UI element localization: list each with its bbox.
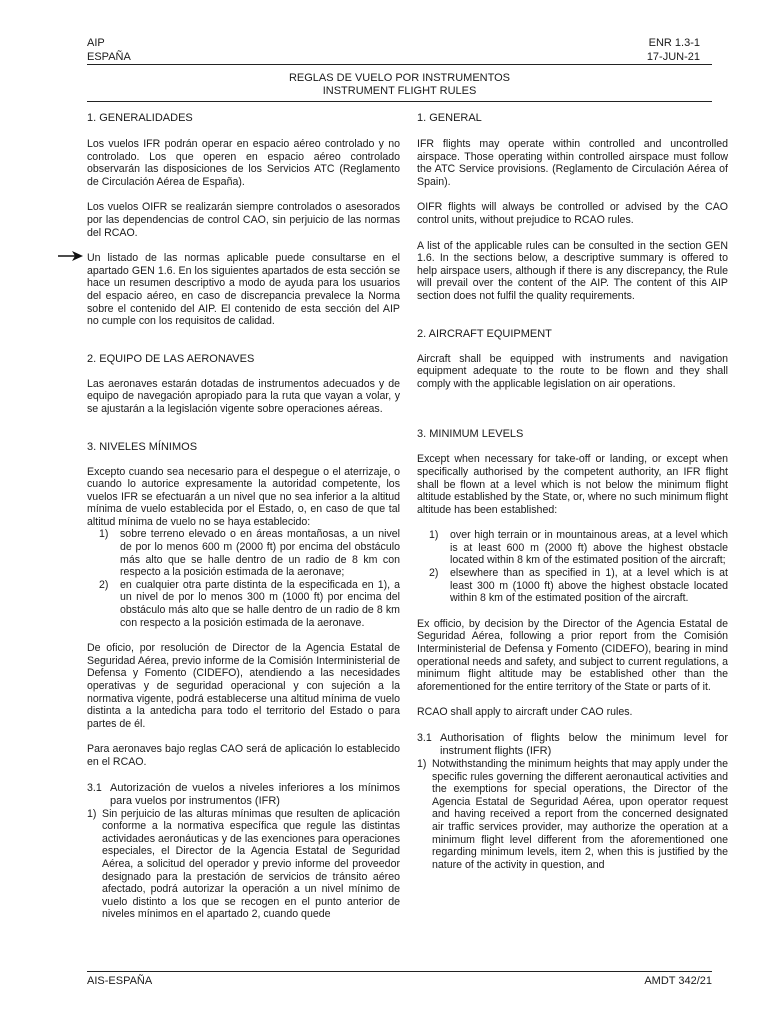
section-1-paragraph-2: Los vuelos OIFR se realizarán siempre controlados o asesorados por las dependencias de control CAO, sin perjuicio de las normas del RCAO. (87, 201, 400, 239)
list-item-number: 2) (429, 567, 439, 580)
spanish-column (87, 112, 400, 921)
subsection-3-1-heading (417, 732, 728, 758)
header-aip: AIP (87, 37, 105, 49)
list-item-text: en cualquier otra parte distinta de la especificada en 1), a un nivel de por lo menos 300 m (1000 ft) por encima del obstáculo más alto que se halle dentro de un radio de 8 km con respecto a la posición estimada de la aeronave. (120, 578, 400, 629)
section-1-paragraph-1: Los vuelos IFR podrán operar en espacio aéreo controlado y no controlado. Los que operen en espacio aéreo controlado observarán las disposiciones de los Servicios ATC (Reglamento de Circulación Aérea de España). (87, 138, 400, 188)
list-item-text: sobre terreno elevado o en áreas montañosas, a un nivel de por lo menos 600 m (2000 ft) por encima del obstáculo más alto que se halle dentro de un radio de 8 km con respecto a la posición estimada de la aeronave; (120, 528, 400, 579)
list-item-number: 1) (417, 758, 427, 770)
footer-amendment: AMDT 342/21 (644, 975, 712, 987)
list-item (99, 579, 400, 629)
section-2-paragraph-1: Aircraft shall be equipped with instruments and navigation equipment adequate to the route to be flown and they shall comply with the applicable legislation on air operations. (417, 352, 728, 390)
subsection-title: Authorisation of flights below the minimum level for instrument flights (IFR) (440, 732, 728, 757)
section-3-heading: 3. MINIMUM LEVELS (417, 428, 524, 441)
header-page-ref: ENR 1.3-1 (648, 37, 700, 49)
section-2-heading: 2. EQUIPO DE LAS AERONAVES (87, 352, 255, 365)
section-3-paragraph-3: Para aeronaves bajo reglas CAO será de aplicación lo establecido en el RCAO. (87, 743, 400, 768)
section-1-paragraph-3: Un listado de las normas aplicable puede consultarse en el apartado GEN 1.6. En los siguientes apartados de esta sección se hace un resumen descriptivo a modo de ayuda para los usuarios del espacio aéreo, en caso de discrepancia prevalece la Norma sobre el contenido del AIP. El contenido de esta sección del AIP no cumple con los requisitos de calidad. (87, 252, 400, 328)
footer-publisher: AIS-ESPAÑA (87, 975, 153, 987)
subsection-3-1-heading (87, 782, 400, 808)
header-country: ESPAÑA (87, 51, 131, 63)
section-2-heading: 2. AIRCRAFT EQUIPMENT (417, 327, 552, 340)
page-header-left (87, 36, 131, 64)
subsection-number: 3.1 (417, 732, 432, 744)
subsection-number: 3.1 (87, 781, 102, 794)
document-title (87, 72, 712, 98)
section-3-heading: 3. NIVELES MÍNIMOS (87, 440, 198, 453)
subsection-title: Autorización de vuelos a niveles inferiores a los mínimos para vuelos por instrumentos (IFR) (110, 781, 400, 807)
section-3-paragraph-1: Excepto cuando sea necesario para el despegue o el aterrizaje, o cuando lo autorice expresamente la autoridad competente, los vuelos IFR se efectuarán a un nivel que no sea inferior a la altitud mínima de vuelo establecida por el Estado, o, en caso de que tal altitud mínima de vuelo no se haya establecido: (87, 465, 400, 528)
section-2-paragraph-1: Las aeronaves estarán dotadas de instrumentos adecuados y de equipo de navegación apropiado para la ruta que vayan a volar, y se ajustarán a la legislación vigente sobre operaciones aéreas. (87, 377, 400, 415)
section-3-paragraph-2: De oficio, por resolución de Director de la Agencia Estatal de Seguridad Aérea, previo informe de la Comisión Interministerial de Defensa y Fomento (CIDEFO), atendiendo a las necesidades operativas y de seguridad operacional y con sujeción a la normativa vigente, podrá establecerse una altitud mínima de vuelo distinta a la antedicha para todo el territorio del Estado o para partes de él. (87, 642, 400, 730)
section-3-paragraph-2: Ex officio, by decision by the Director of the Agencia Estatal de Seguridad Aérea, following a prior report from the Comisión Interministerial de Defensa y Fomento (CIDEFO), bearing in mind operational needs and safety, and subject to current regulations, a minimum flight altitude may be established other than the aforementioned for the entire territory of the State or parts of it. (417, 617, 728, 693)
footer-divider (87, 971, 712, 972)
list-item (417, 758, 728, 871)
title-english: INSTRUMENT FLIGHT RULES (322, 85, 477, 97)
section-1-heading: 1. GENERALIDADES (87, 112, 193, 124)
section-3-paragraph-1: Except when necessary for take-off or landing, or except when specifically authorised by the competent authority, an IFR flight shall be flown at a level which is not below the minimum flight altitude established by the State, or, where no such minimum flight altitude has been established: (417, 453, 728, 516)
list-item (87, 808, 400, 921)
list-item-text: Notwithstanding the minimum heights that may apply under the specific rules governing the different aeronautical activities and the exemptions for special operations, the Director of the Agencia Estatal de Seguridad Aérea, upon operator request and having received a report from the concerned designated air traffic services provider, may authorize the operation at a minimum flight level different from the aforementioned one regarding minimum levels, item 2, when this is justified by the nature of the activity in question, and (432, 758, 728, 871)
title-divider (87, 101, 712, 102)
page-header-right (647, 36, 700, 64)
list-item-number: 2) (99, 578, 109, 591)
list-item-text: Sin perjuicio de las alturas mínimas que resulten de aplicación conforme a la normativa específica que regule las distintas actividades aeronáuticas y de las exenciones para operaciones especiales, el Director de la Agencia Estatal de Seguridad Aérea, a solicitud del operador y previo informe del proveedor designado para la prestación de servicios de tránsito aéreo afectado, podrá autorizar la operación a un nivel mínimo de vuelo distinto a los que se recogen en el punto anterior de niveles mínimos en el apartado 2, cuando quede (102, 807, 400, 921)
title-spanish: REGLAS DE VUELO POR INSTRUMENTOS (288, 72, 511, 84)
list-item-text: elsewhere than as specified in 1), at a level which is at least 300 m (1000 ft) above the highest obstacle located within 8 km of the estimated position of the aircraft. (450, 567, 728, 605)
section-1-paragraph-3: A list of the applicable rules can be consulted in the section GEN 1.6. In the sections below, a descriptive summary is offered to help airspace users, although if there is any discrepancy, the Rule will prevail over the content of the AIP. The content of this AIP section does not fulfil the quality requirements. (417, 239, 728, 302)
english-column (417, 112, 728, 871)
list-item-number: 1) (87, 807, 97, 820)
list-item-number: 1) (429, 529, 439, 542)
change-arrow-icon (58, 250, 84, 262)
header-date: 17-JUN-21 (646, 51, 700, 63)
list-item (99, 528, 400, 578)
list-item-number: 1) (99, 528, 109, 541)
section-1-paragraph-1: IFR flights may operate within controlled and uncontrolled airspace. Those operating within controlled airspace must follow the ATC Service provisions. (Reglamento de Circulación Aérea of Spain). (417, 138, 728, 188)
section-1-paragraph-2: OIFR flights will always be controlled or advised by the CAO control units, without prejudice to RCAO rules. (417, 201, 728, 226)
list-item (429, 529, 728, 567)
section-1-heading: 1. GENERAL (417, 112, 482, 124)
list-item-text: over high terrain or in mountainous areas, at a level which is at least 600 m (2000 ft) above the highest obstacle located within 8 km of the estimated position of the aircraft; (450, 529, 728, 567)
header-divider (87, 64, 712, 65)
section-3-paragraph-3: RCAO shall apply to aircraft under CAO rules. (417, 706, 633, 719)
list-item (429, 567, 728, 605)
